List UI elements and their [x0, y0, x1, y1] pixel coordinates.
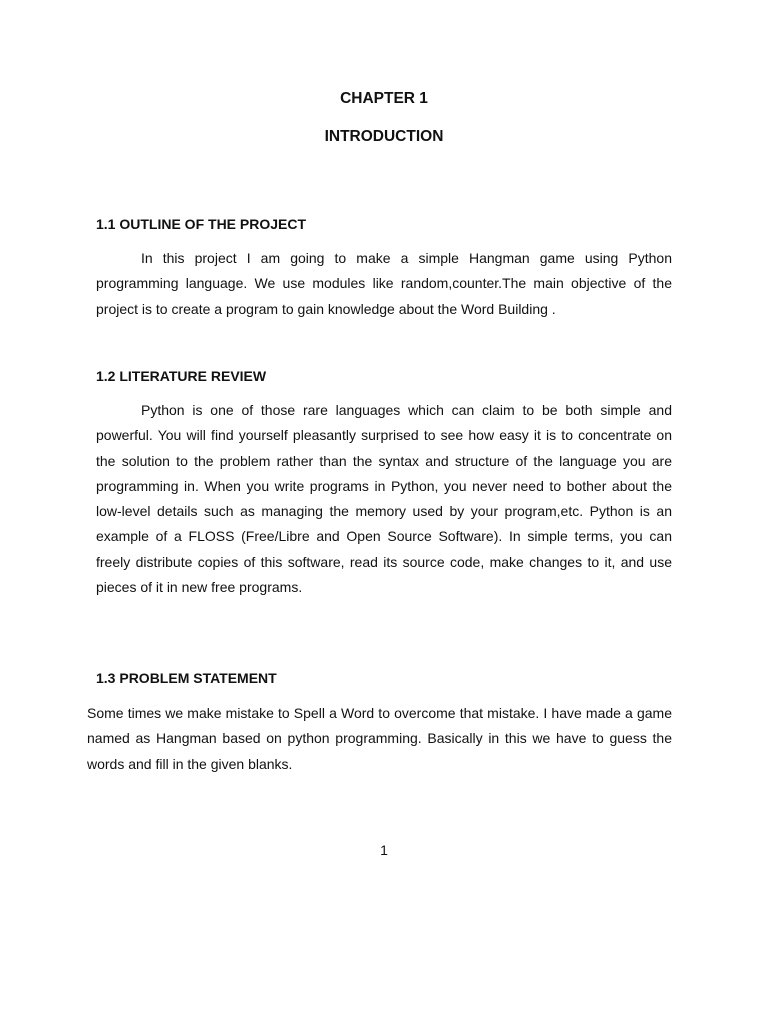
section-heading-literature-review: 1.2 LITERATURE REVIEW [96, 368, 267, 384]
chapter-title: INTRODUCTION [324, 128, 444, 145]
section-body-outline: In this project I am going to make a simple Hangman game using Python programming language. We use modules like random,counter.The main objective of the project is to create a program to gain knowledge about the Word Building . [96, 250, 672, 317]
section-body-literature-review: Python is one of those rare languages which can claim to be both simple and powerful. You will find yourself pleasantly surprised to see how easy it is to concentrate on the solution to the problem rather than the syntax and structure of the language you are programming in. When you write programs in Python, you never need to bother about the low-level details such as managing the memory used by your program,etc. Python is an example of a FLOSS (Free/Libre and Open Source Software). In simple terms, you can freely distribute copies of this software, read its source code, make changes to it, and use pieces of it in new free programs. [96, 402, 672, 596]
page-number: 1 [380, 842, 388, 858]
chapter-label: CHAPTER 1 [340, 90, 428, 107]
section-heading-outline: 1.1 OUTLINE OF THE PROJECT [96, 216, 307, 232]
section-heading-problem-statement: 1.3 PROBLEM STATEMENT [96, 670, 277, 686]
section-body-problem-statement: Some times we make mistake to Spell a Word to overcome that mistake. I have made a game named as Hangman based on python programming. Basically in this we have to guess the words and fill in the given blanks. [87, 705, 672, 772]
